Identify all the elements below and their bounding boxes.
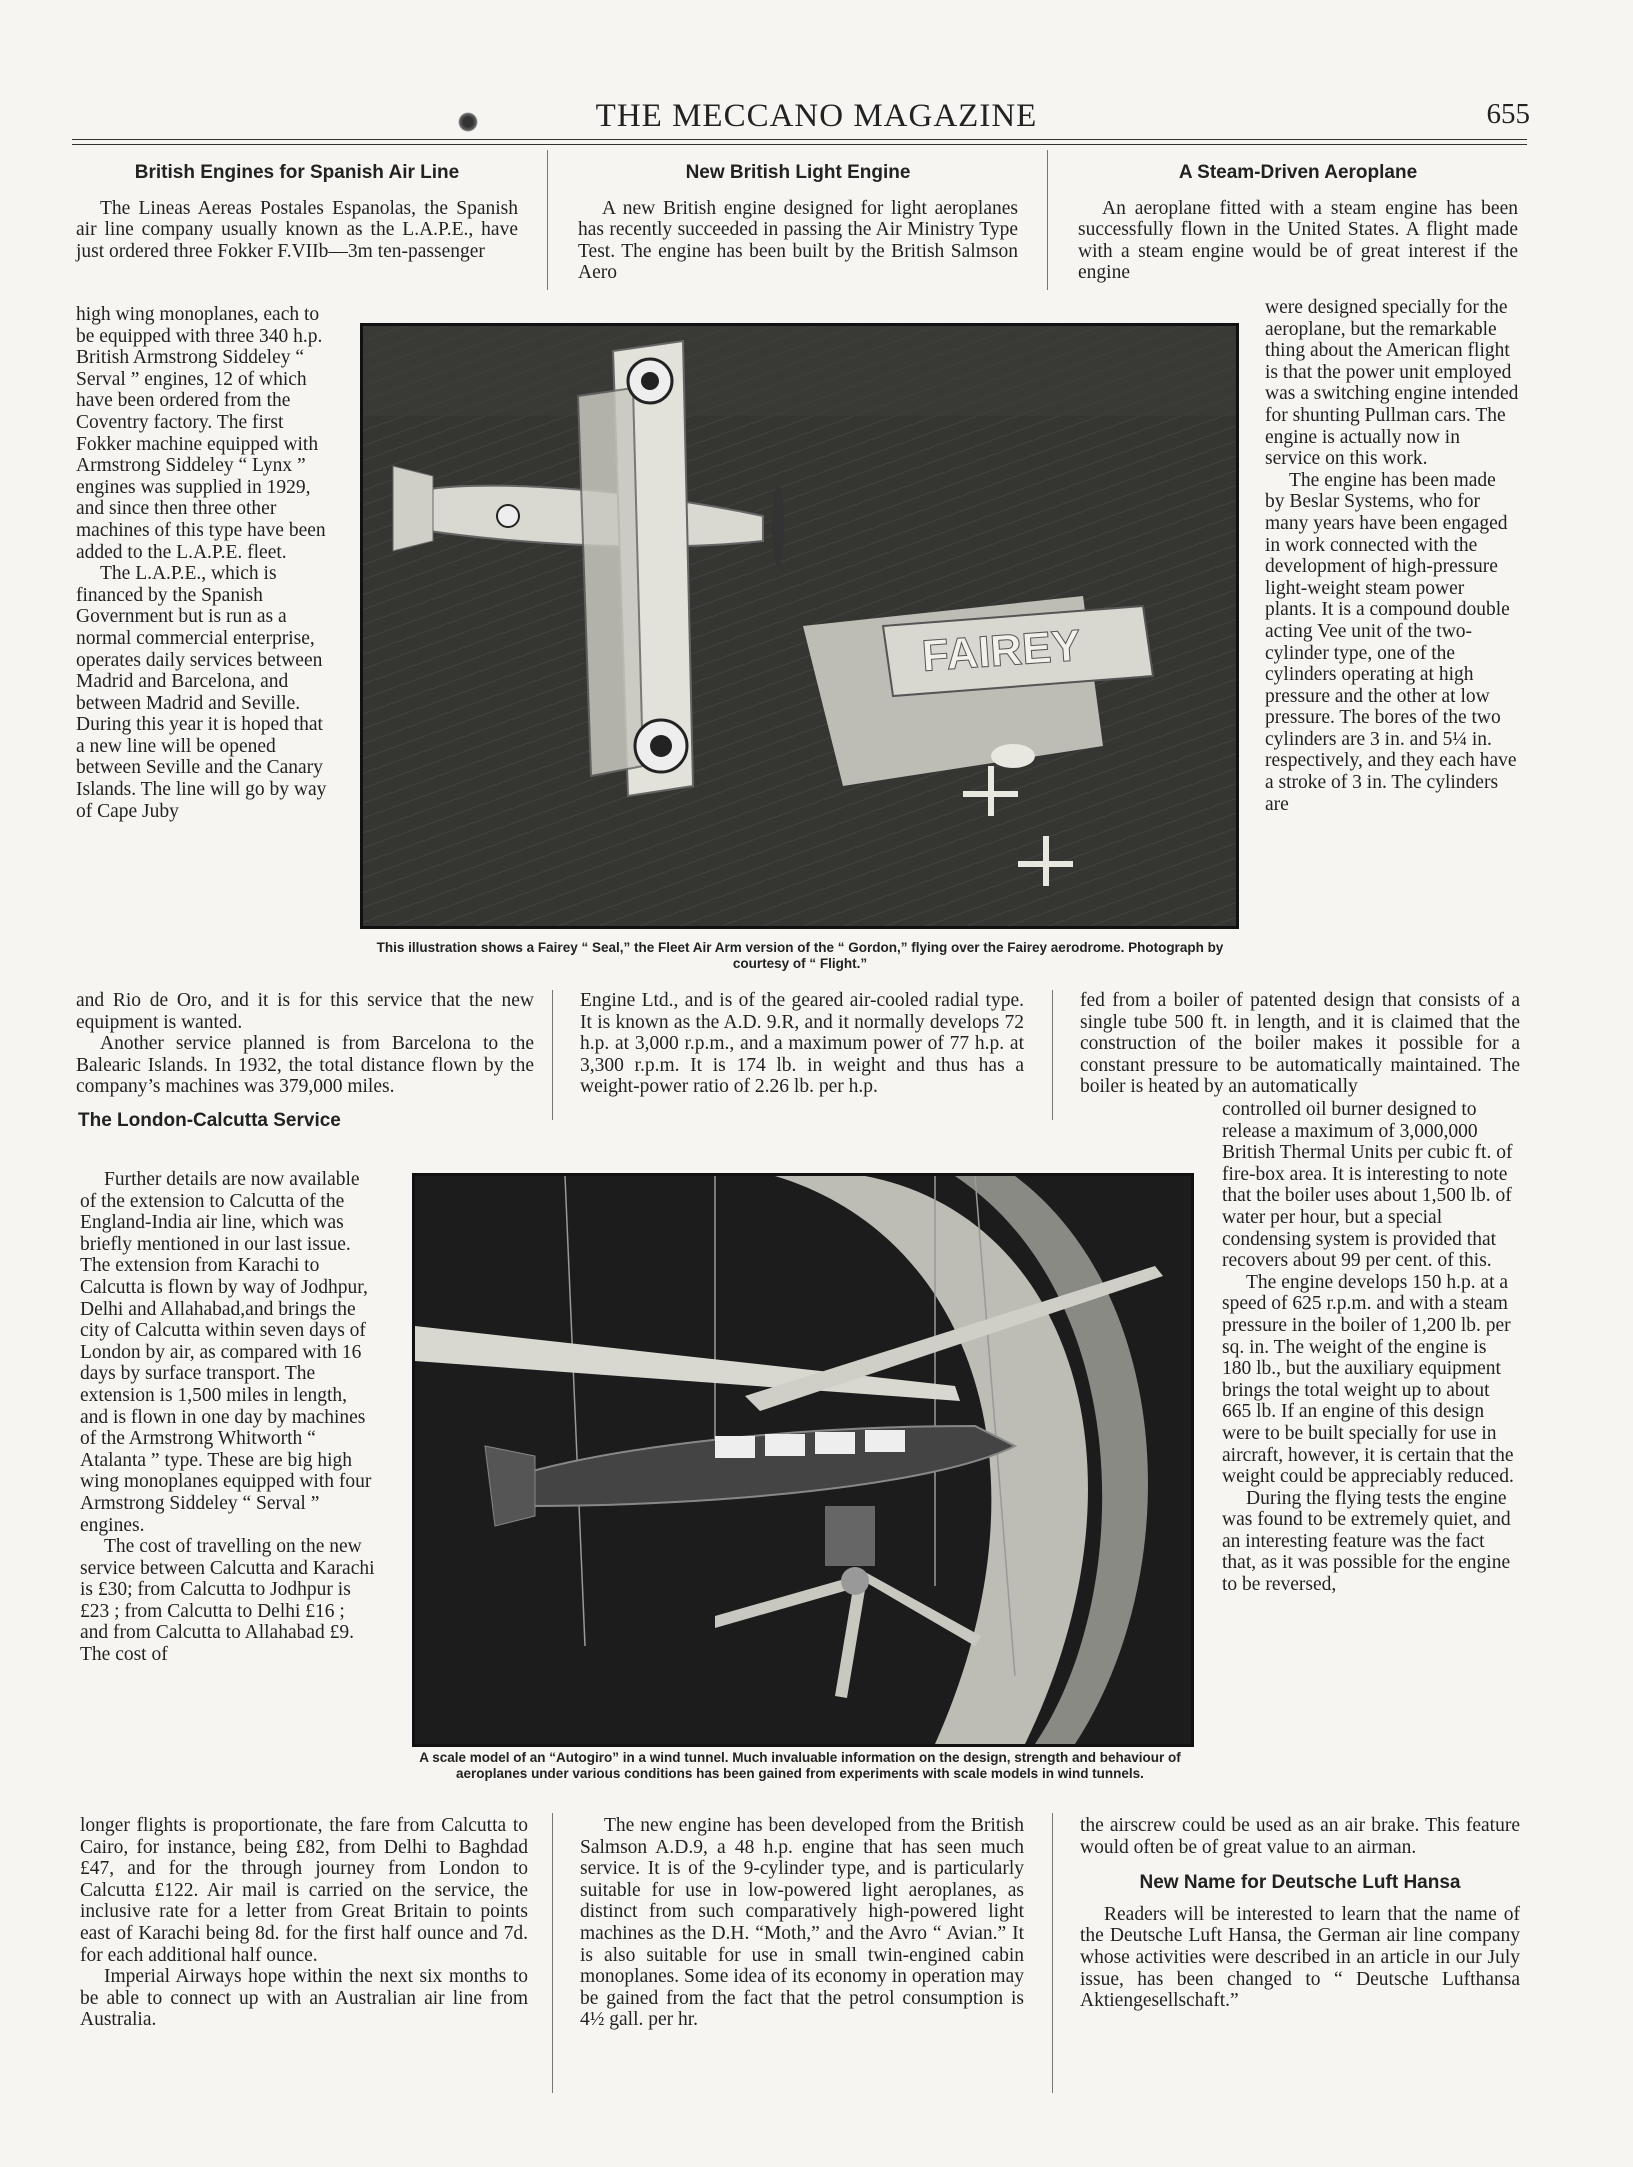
column-3-narrow <box>1265 297 1519 815</box>
article-heading-spanish-air-line: British Engines for Spanish Air Line <box>134 162 460 183</box>
article-paragraph: Readers will be interested to learn that the name of the Deutsche Luft Hansa, the German air line company whose activities were described in an article in our July issue, has been changed to “ Deutsche Lufthansa Aktiengesellschaft.” <box>1080 1903 1520 2012</box>
photo-caption-fairey: This illustration shows a Fairey “ Seal,” the Fleet Air Arm version of the “ Gordon,” flying over the Fairey aerodrome. Photograph by courtesy of “ Flight.” <box>376 940 1224 971</box>
article-paragraph: The engine has been made by Beslar Systems, who for many years have been engaged in work connected with the development of high-pressure light-weight steam power plants. It is a compound double acting Vee unit of the two-cylinder type, one of the cylinders operating at high pressure and the other at low pressure. The bores of the two cylinders are 3 in. and 5¼ in. respectively, and they each have a stroke of 3 in. The cylinders are <box>1265 469 1517 815</box>
column-3-top <box>1078 162 1518 284</box>
photo-caption-autogiro: A scale model of an “Autogiro” in a wind tunnel. Much invaluable information on the design, strength and behaviour of aeroplanes under various conditions has been gained from experiments with scale models in wind tunnels. <box>419 1750 1181 1781</box>
article-heading-luft-hansa: New Name for Deutsche Luft Hansa <box>1139 1872 1461 1894</box>
photo-autogiro <box>412 1173 1194 1747</box>
header-rule <box>72 139 1527 140</box>
column-1-bottom <box>80 1815 528 2031</box>
article-paragraph: An aeroplane fitted with a steam engine has been successfully flown in the United States. A flight made with a steam engine would be of great interest if the engine <box>1078 197 1518 284</box>
column-divider <box>552 1813 553 2093</box>
article-paragraph: the airscrew could be used as an air brake. This feature would often be of great value to an airman. <box>1080 1815 1520 1858</box>
article-paragraph: and Rio de Oro, and it is for this service that the new equipment is wanted. <box>76 990 534 1033</box>
column-2-bottom <box>580 1815 1024 2031</box>
article-paragraph: The engine develops 150 h.p. at a speed of 625 r.p.m. and with a steam pressure in the boiler of 1,200 lb. per sq. in. The weight of the engine is 180 lb., but the auxiliary equipment brings the total weight up to about 665 lb. If an engine of this design were to be built specially for use in aircraft, however, it is certain that the weight could be appreciably reduced. <box>1222 1271 1514 1488</box>
column-1-narrow <box>76 304 328 822</box>
article-paragraph: The new engine has been developed from the British Salmson A.D.9, a 48 h.p. engine that has seen much service. It is of the 9-cylinder type, and is particularly suitable for use in low-powered light aeroplanes, as distinct from such comparatively high-powered light machines as the D.H. “Moth,” and the Avro “ Avian.” It is also suitable for use in small twin-engined cabin monoplanes. Some idea of its economy in operation may be gained from the fact that the petrol consumption is 4½ gall. per hr. <box>580 1815 1024 2031</box>
column-2-top <box>578 162 1018 284</box>
column-divider <box>1047 150 1048 290</box>
article-paragraph: The L.A.P.E., which is financed by the Spanish Government but is run as a normal commercial enterprise, operates daily services between Madrid and Barcelona, and between Madrid and Seville. During this year it is hoped that a new line will be opened between Seville and the Canary Islands. The line will go by way of Cape Juby <box>76 563 327 822</box>
article-paragraph: fed from a boiler of patented design that consists of a single tube 500 ft. in length, and it is claimed that the construction of the boiler makes it possible for a constant pressure to be automatically maintained. The boiler is heated by an automatically <box>1080 990 1520 1098</box>
magazine-title: THE MECCANO MAGAZINE <box>595 98 1038 134</box>
photo-fairey-seal <box>360 323 1239 929</box>
fairey-seal-illustration <box>363 326 1236 926</box>
article-paragraph: A new British engine designed for light aeroplanes has recently succeeded in passing the Air Ministry Type Test. The engine has been built by the British Salmson Aero <box>578 197 1018 284</box>
column-divider <box>547 150 548 290</box>
article-heading-light-engine: New British Light Engine <box>685 162 911 183</box>
article-paragraph: Further details are now available of the extension to Calcutta of the England-India air line, which was briefly mentioned in our last issue. The extension from Karachi to Calcutta is flown by way of Jodhpur, Delhi and Allahabad,and brings the city of Calcutta within seven days of London by air, as compared with 16 days by surface transport. The extension is 1,500 miles in length, and is flown in one day by machines of the Armstrong Whitworth “ Atalanta ” type. These are big high wing monoplanes equipped with four Armstrong Siddeley “ Serval ” engines. <box>80 1169 372 1536</box>
column-divider <box>1052 990 1053 1120</box>
article-paragraph: controlled oil burner designed to release a maximum of 3,000,000 British Thermal Units per cubic ft. of fire-box area. It is interesting to note that the boiler uses about 1,500 lb. of water per hour, but a special condensing system is provided that recovers about 99 per cent. of this. <box>1222 1099 1513 1272</box>
page-number: 655 <box>1486 98 1530 130</box>
article-heading-london-calcutta: The London-Calcutta Service <box>78 1109 341 1131</box>
article-paragraph: longer flights is proportionate, the fare from Calcutta to Cairo, for instance, being £82, from Delhi to Baghdad £47, and for the through journey from London to Calcutta £122. Air mail is carried on the service, the inclusive rate for a letter from Great Britain to points east of Karachi being 8d. for the first half ounce and 7d. for each additional half ounce. <box>80 1815 528 1966</box>
column-divider <box>1052 1813 1053 2093</box>
article-paragraph: Another service planned is from Barcelona to the Balearic Islands. In 1932, the total distance flown by the company’s machines was 379,000 miles. <box>76 1033 534 1098</box>
article-heading-steam-aeroplane: A Steam-Driven Aeroplane <box>1178 162 1418 183</box>
column-3-mid <box>1080 990 1520 1098</box>
column-3-narrow-2 <box>1222 1099 1520 1596</box>
column-divider <box>552 990 553 1120</box>
header-rule-thin <box>72 144 1527 145</box>
column-1-narrow-2 <box>80 1169 376 1666</box>
article-paragraph: The Lineas Aereas Postales Espanolas, the Spanish air line company usually known as the L.A.P.E., have just ordered three Fokker F.VIIb—3m ten-passenger <box>76 197 518 262</box>
article-paragraph: Engine Ltd., and is of the geared air-cooled radial type. It is known as the A.D. 9.R, and it normally develops 72 h.p. at 3,000 r.p.m., and a maximum power of 77 h.p. at 3,300 r.p.m. It is 174 lb. in weight and thus has a weight-power ratio of 2.26 lb. per h.p. <box>580 990 1024 1098</box>
column-2-mid <box>580 990 1024 1098</box>
column-1-top <box>76 162 518 262</box>
column-3-bottom <box>1080 1815 1520 2012</box>
article-paragraph: During the flying tests the engine was found to be extremely quiet, and an interesting feature was the fact that, as it was possible for the engine to be reversed, <box>1222 1487 1511 1596</box>
article-paragraph: The cost of travelling on the new service between Calcutta and Karachi is £30; from Calcutta to Jodhpur is £23 ; from Calcutta to Delhi £16 ; and from Calcutta to Allahabad £9. The cost of <box>80 1536 375 1666</box>
article-paragraph: Imperial Airways hope within the next six months to be able to connect up with an Australian air line from Australia. <box>80 1966 528 2031</box>
hangar-lettering: FAIREY <box>920 621 1083 681</box>
column-1-mid <box>76 990 534 1132</box>
autogiro-illustration <box>415 1176 1191 1744</box>
article-paragraph: were designed specially for the aeroplane, but the remarkable thing about the American flight is that the power unit employed was a switching engine intended for shunting Pullman cars. The engine is actually now in service on this work. <box>1265 297 1519 470</box>
article-paragraph: high wing monoplanes, each to be equipped with three 340 h.p. British Armstrong Siddeley “ Serval ” engines, 12 of which have been ordered from the Coventry factory. The first Fokker machine equipped with Armstrong Siddeley “ Lynx ” engines was supplied in 1929, and since then three other machines of this type have been added to the L.A.P.E. fleet. <box>76 304 326 563</box>
